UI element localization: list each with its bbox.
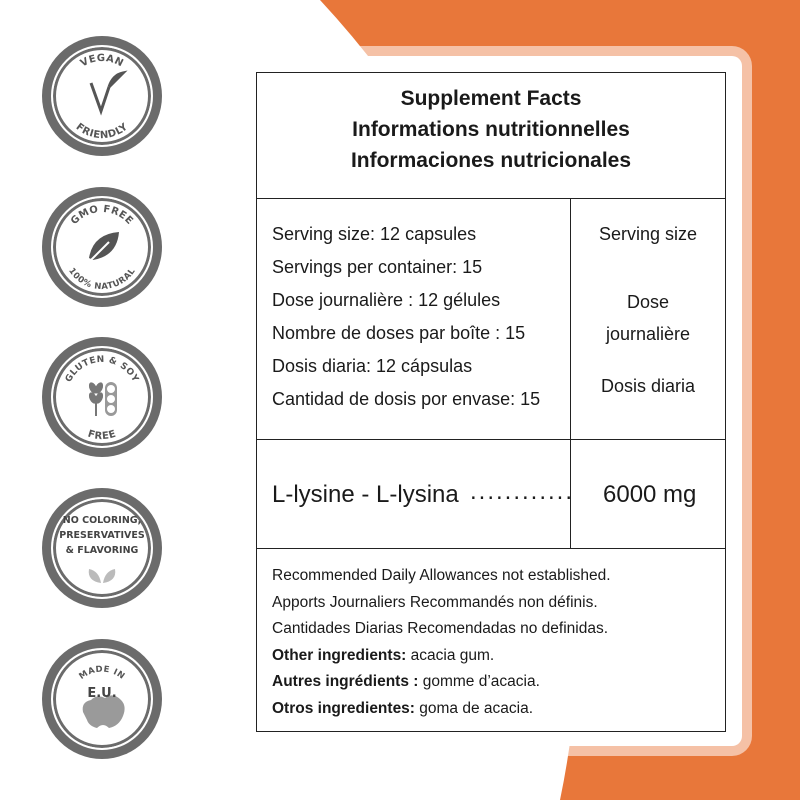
serving-info	[257, 198, 571, 441]
badge-line: PRESERVATIVES	[59, 530, 145, 541]
svg-text:GMO FREE	[69, 204, 135, 227]
facts-title-block	[257, 73, 725, 199]
header-dose-line2: journalière	[605, 324, 691, 344]
other-ingredients-value: goma de acacia.	[414, 699, 534, 717]
wheat-soy-icon	[87, 381, 117, 416]
serving-line: Serving size: 12 capsules	[272, 224, 477, 244]
title-english: Supplement Facts	[400, 87, 582, 110]
facts-footer	[272, 563, 611, 722]
footer-line: Cantidades Diarias Recomendadas no definidas.	[272, 620, 609, 637]
svg-text:MADE IN	[77, 664, 126, 681]
svg-text:VEGAN	[79, 53, 126, 69]
svg-text:FREE	[86, 429, 117, 443]
badge-gluten-soy-free	[42, 337, 162, 457]
leaves-icon	[53, 499, 151, 597]
other-ingredients-es	[272, 696, 611, 723]
header-dosis-diaria: Dosis diaria	[600, 376, 696, 396]
badge-top-text: GMO FREE	[68, 203, 136, 228]
badge-bottom-text: FRIENDLY	[73, 121, 131, 142]
svg-text:GLUTEN & SOY	[64, 355, 140, 384]
badge-bottom-text: 100% NATURAL	[66, 266, 138, 293]
svg-text:100% NATURAL	[66, 266, 138, 292]
other-ingredients-value: acacia gum.	[406, 646, 495, 664]
ingredient-dots: ............	[470, 478, 575, 505]
serving-line: Nombre de doses par boîte : 15	[272, 323, 526, 343]
serving-line: Dose journalière : 12 gélules	[272, 290, 501, 310]
badge-line: NO COLORING,	[62, 515, 142, 526]
ingredient-amount: 6000 mg	[603, 481, 697, 508]
supplement-facts-panel	[256, 72, 726, 732]
leaf-v-icon	[91, 73, 123, 111]
serving-line: Dosis diaria: 12 cápsulas	[272, 356, 473, 376]
badge-top-text: GLUTEN & SOY	[63, 354, 141, 385]
other-ingredients-fr	[272, 669, 611, 696]
leaf-icon	[87, 232, 119, 264]
svg-text:FRIENDLY	[74, 121, 131, 141]
footer-line: Recommended Daily Allowances not established.	[272, 567, 611, 584]
header-dose-journaliere	[571, 286, 725, 350]
other-ingredients-value: gomme d’acacia.	[418, 673, 540, 690]
title-french: Informations nutritionnelles	[352, 118, 630, 141]
badge-bottom-text: FREE	[86, 428, 118, 443]
ingredient-name: L-lysine - L-lysina	[272, 481, 459, 508]
other-ingredients-label: Autres ingrédients :	[272, 673, 419, 690]
other-ingredients-label: Other ingredients:	[272, 646, 407, 664]
serving-column-headers	[571, 198, 725, 441]
badge-no-additives	[42, 488, 162, 608]
serving-line: Cantidad de dosis por envase: 15	[272, 389, 541, 409]
badge-center-text: E.U.	[87, 686, 117, 701]
badge-top-text: MADE IN	[77, 664, 127, 682]
serving-line: Servings per container: 15	[272, 257, 483, 277]
badge-vegan-friendly	[42, 36, 162, 156]
other-ingredients-label: Otros ingredientes:	[272, 699, 415, 717]
title-spanish: Informaciones nutricionales	[350, 149, 632, 172]
header-dose-line1: Dose	[626, 292, 670, 312]
other-ingredients-en	[272, 643, 611, 670]
badge-line: & FLAVORING	[65, 545, 139, 556]
divider	[257, 548, 725, 549]
badge-gmo-free	[42, 187, 162, 307]
badge-top-text: VEGAN	[78, 52, 126, 70]
header-serving-size: Serving size	[598, 224, 698, 244]
badge-made-in-eu	[42, 639, 162, 759]
footer-line: Apports Journaliers Recommandés non définis.	[272, 593, 598, 611]
divider	[257, 439, 725, 440]
